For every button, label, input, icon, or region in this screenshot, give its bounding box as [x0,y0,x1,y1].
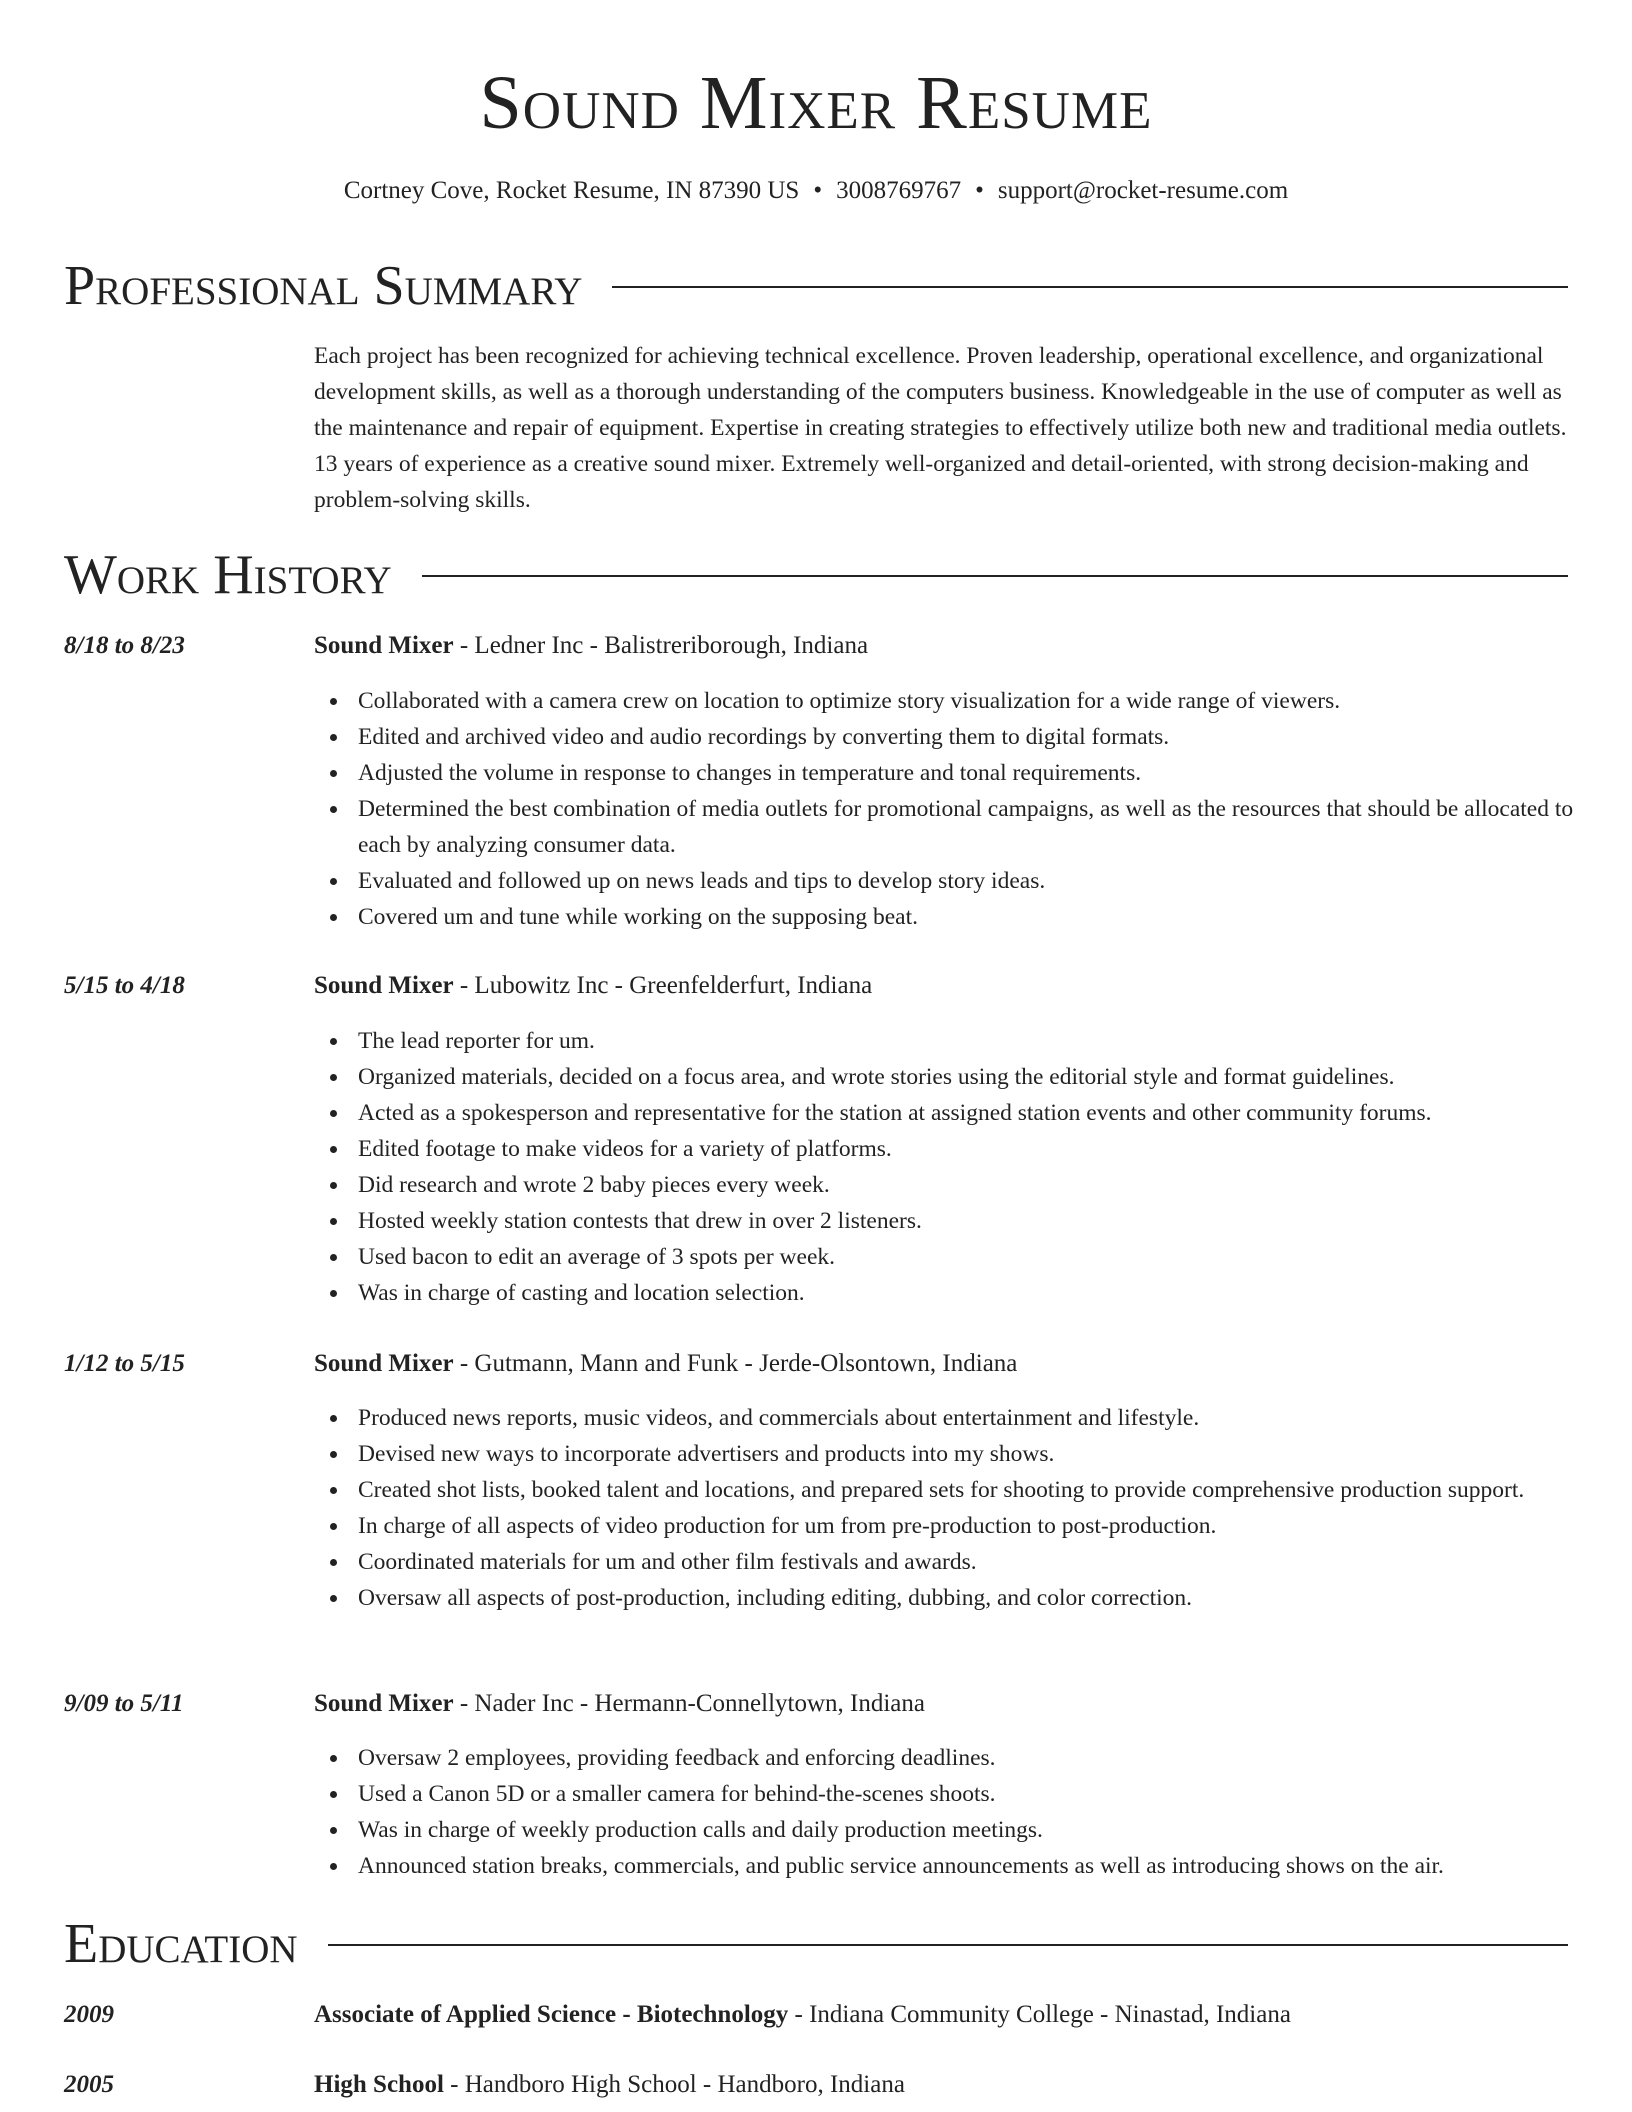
list-item: Evaluated and followed up on news leads and tips to develop story ideas. [358,863,1598,899]
job-bullets [314,1023,1598,1311]
contact-address: Cortney Cove, Rocket Resume, IN 87390 US [343,177,800,204]
job-bullets [314,1740,1598,1884]
list-item: Coordinated materials for um and other film festivals and awards. [358,1544,1598,1580]
job-header [314,1347,1017,1381]
education-year: 2009 [64,2001,114,2028]
job-bullets [314,683,1598,935]
resume-title: Sound Mixer Resume [479,61,1153,145]
list-item: Covered um and tune while working on the supposing beat. [358,899,1598,935]
list-item: Organized materials, decided on a focus area, and wrote stories using the editorial style and format guidelines. [358,1059,1598,1095]
list-item: Used a Canon 5D or a smaller camera for behind-the-scenes shoots. [358,1776,1598,1812]
summary-text: Each project has been recognized for achieving technical excellence. Proven leadership, operational excellence, and organizational development skills, as well as a thorough understanding of the computers business. Knowledgeable in the use of computer as well as the maintenance and repair of equipment. Expertise in creating strategies to effectively utilize both new and traditional media outlets. 13 years of experience as a creative sound mixer. Extremely well-organized and detail-oriented, with strong decision-making and problem-solving skills. [314,343,1567,513]
list-item: The lead reporter for um. [358,1023,1598,1059]
education-year: 2005 [64,2071,114,2098]
job-employer: - Lubowitz Inc - Greenfelderfurt, Indiana [453,972,873,999]
section-title: Work History [64,543,422,607]
education-degree: High School [314,2071,444,2098]
job-dates: 5/15 to 4/18 [64,972,185,999]
contact-phone: 3008769767 [836,177,962,204]
section-header-summary [64,254,1568,318]
contact-line [0,174,1632,208]
list-item: Did research and wrote 2 baby pieces every week. [358,1167,1598,1203]
section-header-education [64,1912,1568,1976]
job-dates: 9/09 to 5/11 [64,1690,184,1717]
list-item: Was in charge of weekly production calls and daily production meetings. [358,1812,1598,1848]
education-school: - Handboro High School - Handboro, Indiana [443,2071,905,2098]
education-degree: Associate of Applied Science - Biotechnology [314,2001,789,2028]
list-item: Edited and archived video and audio recordings by converting them to digital formats. [358,719,1598,755]
list-item: Oversaw all aspects of post-production, including editing, dubbing, and color correction. [358,1580,1598,1616]
list-item: In charge of all aspects of video production for um from pre-production to post-production. [358,1508,1598,1544]
section-header-work-history [64,543,1568,607]
list-item: Oversaw 2 employees, providing feedback and enforcing deadlines. [358,1740,1598,1776]
contact-email: support@rocket-resume.com [997,177,1289,204]
list-item: Determined the best combination of media outlets for promotional campaigns, as well as the resources that should be allocated to each by analyzing consumer data. [358,791,1598,863]
contact-separator: • [813,177,823,204]
list-item: Produced news reports, music videos, and commercials about entertainment and lifestyle. [358,1400,1598,1436]
job-dates: 8/18 to 8/23 [64,632,185,659]
list-item: Created shot lists, booked talent and locations, and prepared sets for shooting to provide comprehensive production support. [358,1472,1598,1508]
job-employer: - Gutmann, Mann and Funk - Jerde-Olsontown, Indiana [453,1350,1018,1377]
job-employer: - Ledner Inc - Balistreriborough, Indiana [453,632,869,659]
job-title: Sound Mixer [314,1350,454,1377]
education-entry [314,2068,905,2102]
section-title: Professional Summary [64,254,612,318]
list-item: Devised new ways to incorporate advertisers and products into my shows. [358,1436,1598,1472]
list-item: Collaborated with a camera crew on location to optimize story visualization for a wide range of viewers. [358,683,1598,719]
section-title: Education [64,1912,328,1976]
job-title: Sound Mixer [314,632,454,659]
job-header [314,969,872,1003]
list-item: Used bacon to edit an average of 3 spots per week. [358,1239,1598,1275]
job-title: Sound Mixer [314,972,454,999]
job-title: Sound Mixer [314,1690,454,1717]
list-item: Adjusted the volume in response to changes in temperature and tonal requirements. [358,755,1598,791]
job-bullets [314,1400,1598,1616]
job-dates: 1/12 to 5/15 [64,1350,185,1377]
list-item: Was in charge of casting and location selection. [358,1275,1598,1311]
list-item: Announced station breaks, commercials, and public service announcements as well as introducing shows on the air. [358,1848,1598,1884]
list-item: Acted as a spokesperson and representative for the station at assigned station events and other community forums. [358,1095,1598,1131]
list-item: Edited footage to make videos for a variety of platforms. [358,1131,1598,1167]
job-employer: - Nader Inc - Hermann-Connellytown, Indiana [453,1690,925,1717]
job-header [314,1687,925,1721]
education-school: - Indiana Community College - Ninastad, Indiana [788,2001,1291,2028]
job-header [314,629,868,663]
education-entry [314,1998,1291,2032]
contact-separator: • [975,177,984,204]
list-item: Hosted weekly station contests that drew in over 2 listeners. [358,1203,1598,1239]
